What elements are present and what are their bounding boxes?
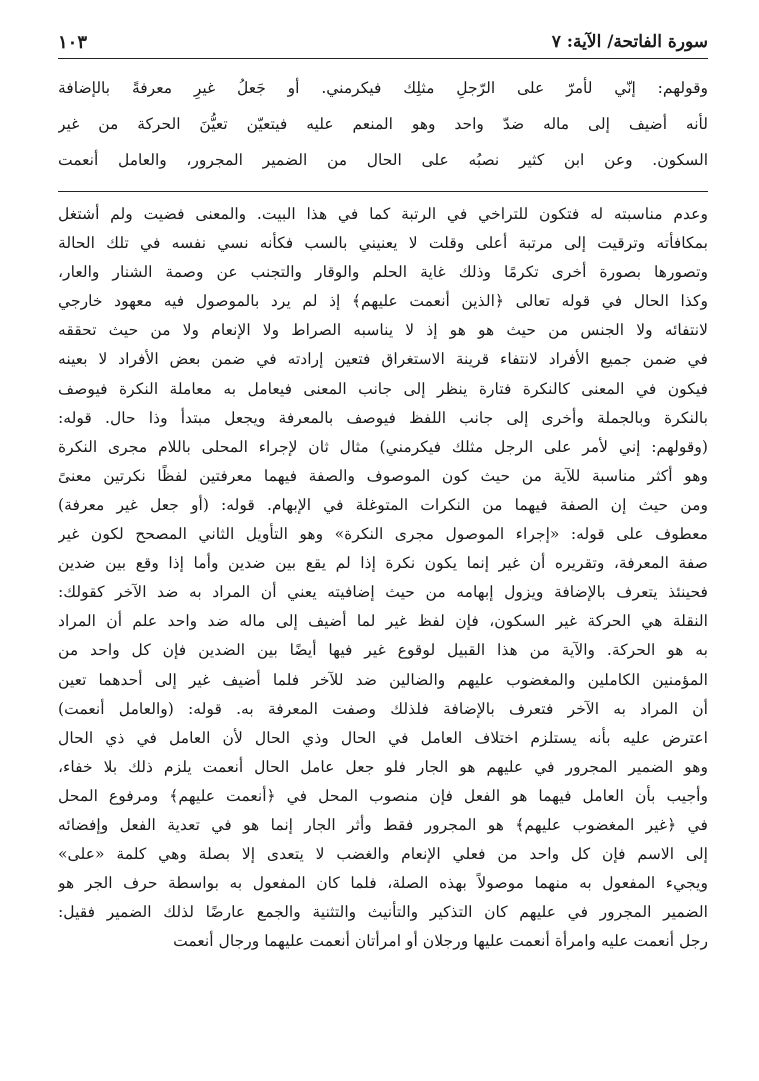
body-line: اعترض عليه بأنه يستلزم اختلاف العامل في الحال وذي الحال لأن العامل في ذي الحال	[58, 728, 708, 747]
body-line: بمكافأته وترقيت إلى مرتبة أعلى وقلت لا يعنيني بالسب فكأنه نسي نفسه في تلك الحالة	[58, 234, 708, 253]
body-line: فيكون في المعنى كالنكرة فتارة ينظر إلى جانب المعنى فيعامل به معاملة النكرة فيوصف	[58, 379, 708, 398]
body-line: صفة المعرفة، وتقريره أن غير إنما يكون نكرة إذا لم يقع بين ضدين وأما إذا وقع بين ضدين	[58, 554, 708, 573]
body-line: وأجيب بأن العامل فيهما هو الفعل فإن منصوب المحل في ﴿أنعمت عليهم﴾ ومرفوع المحل	[58, 786, 708, 805]
surah-verse-title: سورة الفاتحة/ الآية: ٧	[551, 32, 708, 52]
body-line: النقلة هي الحركة غير السكون، فإن لفظ غير لما أضيف إلى ماله ضد واحد علم أن المراد	[58, 612, 708, 631]
body-line: في ضمن جميع الأفراد لانتفاء قرينة الاستغراق فتعين إرادته في ضمن بعض الأفراد لا بعينه	[58, 350, 708, 369]
body-line: وهو أكثر مناسبة للآية من حيث كون الموصوف والصفة فيهما معرفتين لفظًا نكرتين معنىً	[58, 466, 708, 485]
commentary-matn	[58, 70, 708, 178]
header-rule	[58, 58, 708, 59]
body-line: في ﴿غير المغضوب عليهم﴾ هو المجرور فقط وأثر الجار إنما هو في تعدية الفعل وإفضائه	[58, 815, 708, 834]
hashiya-body	[58, 200, 708, 956]
matn-line: وقولهم: إنّي لأمرّ على الرّجلِ مثلِك فيكرمني. أو جَعلُ غيرِ معرفةً بالإضافة	[58, 79, 708, 97]
body-line: وهو الضمير المجرور في عليهم هو الجار فلو جعل عامل الحال أنعمت يلزم ذلك بلا خفاء،	[58, 757, 708, 776]
page-number: ١٠٣	[58, 32, 88, 53]
body-line: (وقولهم: إني لأمر على الرجل مثلك فيكرمني) مثال ثان لإجراء المحلى باللام مجرى النكرة	[58, 437, 708, 456]
body-line: لانتفائه ولا الجنس من حيث هو هو إذ لا يناسبه الصراط ولا الإنعام ولا من حيث تحققه	[58, 321, 708, 340]
body-line: به هو الحركة. والآية من هذا القبيل لوقوع غير فيها أيضًا بين الضدين فإن كل واحد من	[58, 641, 708, 660]
body-line: رجل أنعمت عليه وامرأة أنعمت عليها ورجلان أو امرأتان أنعمت عليهما ورجال أنعمت	[173, 932, 708, 951]
body-line: المؤمنين الكاملين والمغضوب عليهم والضالين ضد للآخر فلما أضيف غير إلى أحدهما تعين	[58, 670, 708, 689]
book-page	[58, 0, 708, 1081]
body-line: وعدم مناسبته له فتكون للتراخي في الرتبة كما في هذا البيت. والمعنى فضيت ولم أشتغل	[58, 205, 708, 223]
body-line: فحينئذ يتعرف بالإضافة ويزول إبهامه من حيث إضافيته يعني أن المراد به ضد الآخر كقولك:	[58, 583, 708, 602]
body-line: وكذا الحال في قوله تعالى ﴿الذين أنعمت عليهم﴾ إذ لم يرد بالموصول فيه معهود خارجي	[58, 292, 708, 311]
running-header	[58, 30, 708, 60]
body-line: أن المراد به الآخر فتعرف بالإضافة فلذلك وصفت المعرفة به. قوله: (والعامل أنعمت)	[58, 699, 708, 718]
body-line: إلى الاسم فإن كل واحد من فعلي الإنعام والغضب لا يتعدى إلا بصلة وهي كلمة «على»	[58, 845, 708, 864]
body-line: ومن حيث إن الصفة فيهما من النكرات المتوغلة في الإبهام. قوله: (أو جعل غير معرفة)	[58, 495, 708, 514]
matn-line: لأنه أضيف إلى ماله ضدّ واحد وهو المنعم عليه فيتعيّن تعيُّنَ الحركة من غير	[58, 115, 708, 133]
body-line: معطوف على قوله: «إجراء الموصول مجرى النكرة» وهو التأويل الثاني المصحح لكون غير	[58, 525, 708, 544]
body-line: بالنكرة وبالجملة وأخرى إلى جانب اللفظ فيوصف بالمعرفة ويجعل مبتدأ وذا حال. قوله:	[58, 408, 708, 427]
body-line: الضمير المجرور في عليهم كان التذكير والتأنيث والتثنية والجمع عارضًا لذلك الضمير فقيل:	[58, 903, 708, 922]
section-separator	[58, 191, 708, 192]
body-line: ويجيء المفعول به منهما موصولاً بهذه الصلة، فلما كان المفعول به بواسطة حرف الجر هو	[58, 874, 708, 893]
body-line: وتصورها بصورة أخرى تكرمًا وذلك غاية الحلم والوقار والتجنب عن وصمة الشنار والعار،	[58, 263, 708, 282]
matn-line: السكون. وعن ابن كثير نصبُه على الحال من الضمير المجرور، والعامل أنعمت	[58, 151, 708, 169]
